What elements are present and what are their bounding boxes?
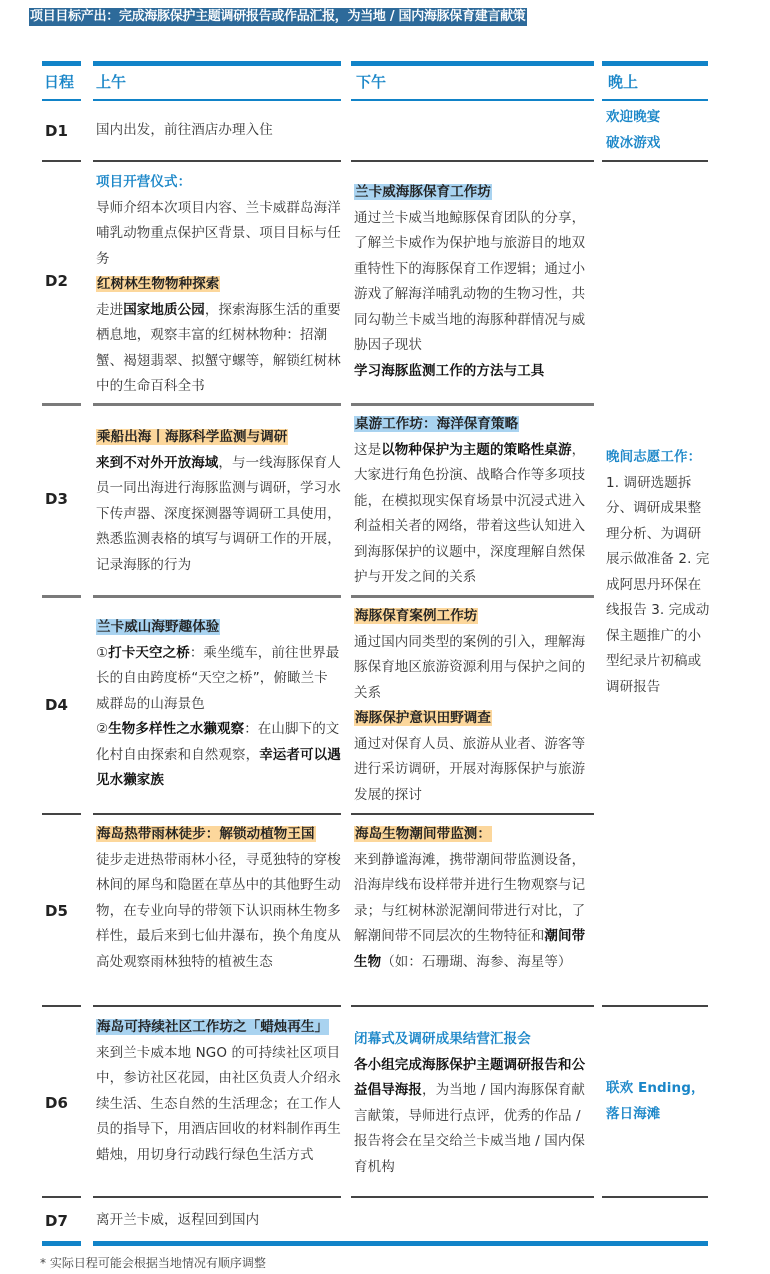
header-top-rule-afternoon — [351, 61, 594, 66]
d6-evening-line-1: 联欢 Ending， — [606, 1080, 705, 1096]
d4-afternoon-title-2: 海豚保护意识田野调查 — [355, 710, 491, 726]
row-divider — [351, 1005, 594, 1007]
d2-morning-title-1: 项目开营仪式： — [96, 174, 192, 190]
d4-morning-title: 兰卡威山海野趣体验 — [97, 619, 220, 635]
row-divider — [351, 813, 594, 815]
d5-morning-text: 徒步走进热带雨林小径，寻觅独特的穿梭林间的犀鸟和隐匿在草丛中的其他野生动物，在专业向导的带领下认识雨林生物多样性，最后来到七仙井瀑布，换个角度从高处观察雨林独特的植被生态 — [96, 851, 341, 970]
d6-afternoon — [354, 1027, 594, 1180]
row-divider — [42, 813, 81, 815]
row-divider — [351, 403, 594, 406]
row-divider — [602, 1005, 708, 1007]
row-divider — [42, 403, 81, 406]
row-divider — [42, 595, 81, 598]
d1-evening-line-1: 欢迎晚宴 — [606, 109, 661, 125]
d4-afternoon-title-1: 海豚保育案例工作坊 — [355, 608, 478, 624]
d3-morning-title: 乘船出海丨海豚科学监测与调研 — [97, 429, 288, 445]
row-divider — [351, 595, 594, 598]
d6-morning-title: 海岛可持续社区工作坊之「蜡烛再生」 — [97, 1019, 329, 1035]
row-divider — [93, 403, 341, 406]
row-divider — [93, 813, 341, 815]
column-header-evening: 晚上 — [608, 73, 639, 91]
d4-morning-item-1: ①打卡天空之桥：乘坐缆车，前往世界最长的自由跨度桥“天空之桥”，俯瞰兰卡威群岛的山海景色 — [96, 644, 340, 712]
d2-afternoon-text: 通过兰卡威当地鲸豚保育团队的分享，了解兰卡威作为保护地与旅游目的地双重特性下的海豚保育工作逻辑；通过小游戏了解海洋哺乳动物的生物习性，共同勾勒兰卡威当地的海豚种群情况与威胁因子现状 — [354, 209, 586, 353]
d4-morning-item-2: ②生物多样性之水獭观察：在山脚下的文化村自由探索和自然观察，幸运者可以遇见水獭家族 — [96, 721, 341, 788]
d2-afternoon — [354, 180, 594, 384]
d5-morning-title: 海岛热带雨林徒步：解锁动植物王国 — [97, 826, 315, 842]
d6-afternoon-text: 各小组完成海豚保护主题调研报告和公益倡导海报，为当地 / 国内海豚保育献言献策，导师进行点评，优秀的作品 / 报告将会在呈交给兰卡威当地 / 国内保育机构 — [354, 1056, 586, 1175]
row-divider — [351, 1196, 594, 1198]
d5-afternoon-text: 来到静谧海滩，携带潮间带监测设备，沿海岸线布设样带并进行生物观察与记录；与红树林淤泥潮间带进行对比，了解潮间带不同层次的生物特征和潮间带生物（如：石珊瑚、海参、海星等） — [354, 851, 586, 970]
day-label-d3: D3 — [45, 490, 68, 508]
row-divider — [93, 595, 341, 598]
day-label-d1: D1 — [45, 122, 68, 140]
d5-afternoon-title: 海岛生物潮间带监测： — [355, 826, 491, 842]
header-bottom-rule — [351, 99, 594, 101]
row-divider — [93, 1005, 341, 1007]
header-bottom-rule — [602, 99, 708, 101]
row-divider — [602, 160, 708, 162]
d6-morning-text: 来到兰卡威本地 NGO 的可持续社区项目中，参访社区花园，由社区负责人介绍永续生活、生态自然的生活理念；在工作人员的指导下，用酒店回收的材料制作再生蜡烛，用切身行动践行绿色生活方式 — [96, 1044, 341, 1163]
d6-evening-line-2: 落日海滩 — [606, 1105, 661, 1122]
d2-morning-text-1: 导师介绍本次项目内容、兰卡威群岛海洋哺乳动物重点保护区背景、项目目标与任务 — [96, 199, 341, 267]
column-header-day: 日程 — [44, 73, 75, 91]
d3-afternoon-title: 桌游工作坊：海洋保育策略 — [355, 416, 519, 432]
d7-morning-text: 离开兰卡威，返程回到国内 — [96, 1212, 260, 1228]
footnote: * 实际日程可能会根据当地情况有顺序调整 — [40, 1256, 266, 1270]
d1-evening-line-2: 破冰游戏 — [606, 134, 661, 151]
d1-morning-text: 国内出发，前往酒店办理入住 — [96, 122, 273, 138]
header-top-rule-day — [42, 61, 81, 66]
row-divider — [42, 1196, 81, 1198]
d7-morning — [96, 1208, 341, 1234]
d6-morning — [96, 1015, 341, 1168]
d3-afternoon-text: 这是以物种保护为主题的策略性桌游，大家进行角色扮演、战略合作等多项技能，在模拟现实保育场景中沉浸式进入利益相关者的网络，带着这些认知进入到海豚保护的议题中，深度理解自然保护与开发之间的关系 — [354, 441, 586, 585]
row-divider — [93, 1196, 341, 1198]
d6-evening — [606, 1076, 712, 1127]
row-divider — [351, 160, 594, 162]
d3-morning — [96, 425, 341, 578]
day-label-d6: D6 — [45, 1094, 68, 1112]
d2-afternoon-bold-line: 学习海豚监测工作的方法与工具 — [354, 362, 545, 379]
d4-morning — [96, 615, 341, 794]
d2-morning-title-2: 红树林生物物种探索 — [97, 276, 220, 292]
day-label-d5: D5 — [45, 902, 68, 920]
evening-volunteer-title: 晚间志愿工作： — [606, 449, 702, 465]
d6-afternoon-title: 闭幕式及调研成果结营汇报会 — [354, 1031, 531, 1047]
table-bottom-rule — [93, 1241, 708, 1246]
d2-morning — [96, 170, 341, 400]
d3-morning-text: 来到不对外开放海域，与一线海豚保育人员一同出海进行海豚监测与调研，学习水下传声器、深度探测器等调研工具使用，熟悉监测表格的填写与调研工作的开展，记录海豚的行为 — [96, 454, 341, 573]
d2-afternoon-title: 兰卡威海豚保育工作坊 — [355, 184, 491, 200]
day-label-d7: D7 — [45, 1212, 68, 1230]
d2-morning-text-2: 走进国家地质公园，探索海豚生活的重要栖息地，观察丰富的红树林物种：招潮蟹、褐翅翡翠、拟蟹守螺等，解锁红树林中的生命百科全书 — [96, 301, 341, 394]
row-divider — [93, 160, 341, 162]
row-divider — [602, 1196, 708, 1198]
d4-afternoon-text-1: 通过国内同类型的案例的引入，理解海豚保育地区旅游资源利用与保护之间的关系 — [354, 633, 586, 701]
column-header-morning: 上午 — [96, 73, 127, 91]
row-divider — [42, 160, 81, 162]
d3-afternoon — [354, 412, 594, 591]
header-bottom-rule — [42, 99, 81, 101]
d1-morning — [96, 118, 344, 144]
column-header-afternoon: 下午 — [356, 73, 387, 91]
day-label-d2: D2 — [45, 272, 68, 290]
d1-evening — [606, 105, 712, 156]
d5-morning — [96, 822, 341, 975]
day-label-d4: D4 — [45, 696, 68, 714]
d5-afternoon — [354, 822, 594, 975]
d3-d4-evening-volunteer — [606, 445, 710, 700]
evening-volunteer-text: 1. 调研选题拆分、调研成果整理分析、为调研展示做准备 2. 完成阿思丹环保在线报告 3. 完成动保主题推广的小型纪录片初稿或调研报告 — [606, 474, 710, 695]
d4-afternoon-text-2: 通过对保育人员、旅游从业者、游客等进行采访调研，开展对海豚保护与旅游发展的探讨 — [354, 735, 586, 803]
row-divider — [42, 1005, 81, 1007]
table-bottom-rule — [42, 1241, 81, 1246]
header-top-rule-morning — [93, 61, 341, 66]
d4-afternoon — [354, 604, 594, 808]
project-goal-banner: 项目目标产出：完成海豚保护主题调研报告或作品汇报，为当地 / 国内海豚保育建言献策 — [30, 9, 526, 24]
header-top-rule-evening — [602, 61, 708, 66]
header-bottom-rule — [93, 99, 341, 101]
